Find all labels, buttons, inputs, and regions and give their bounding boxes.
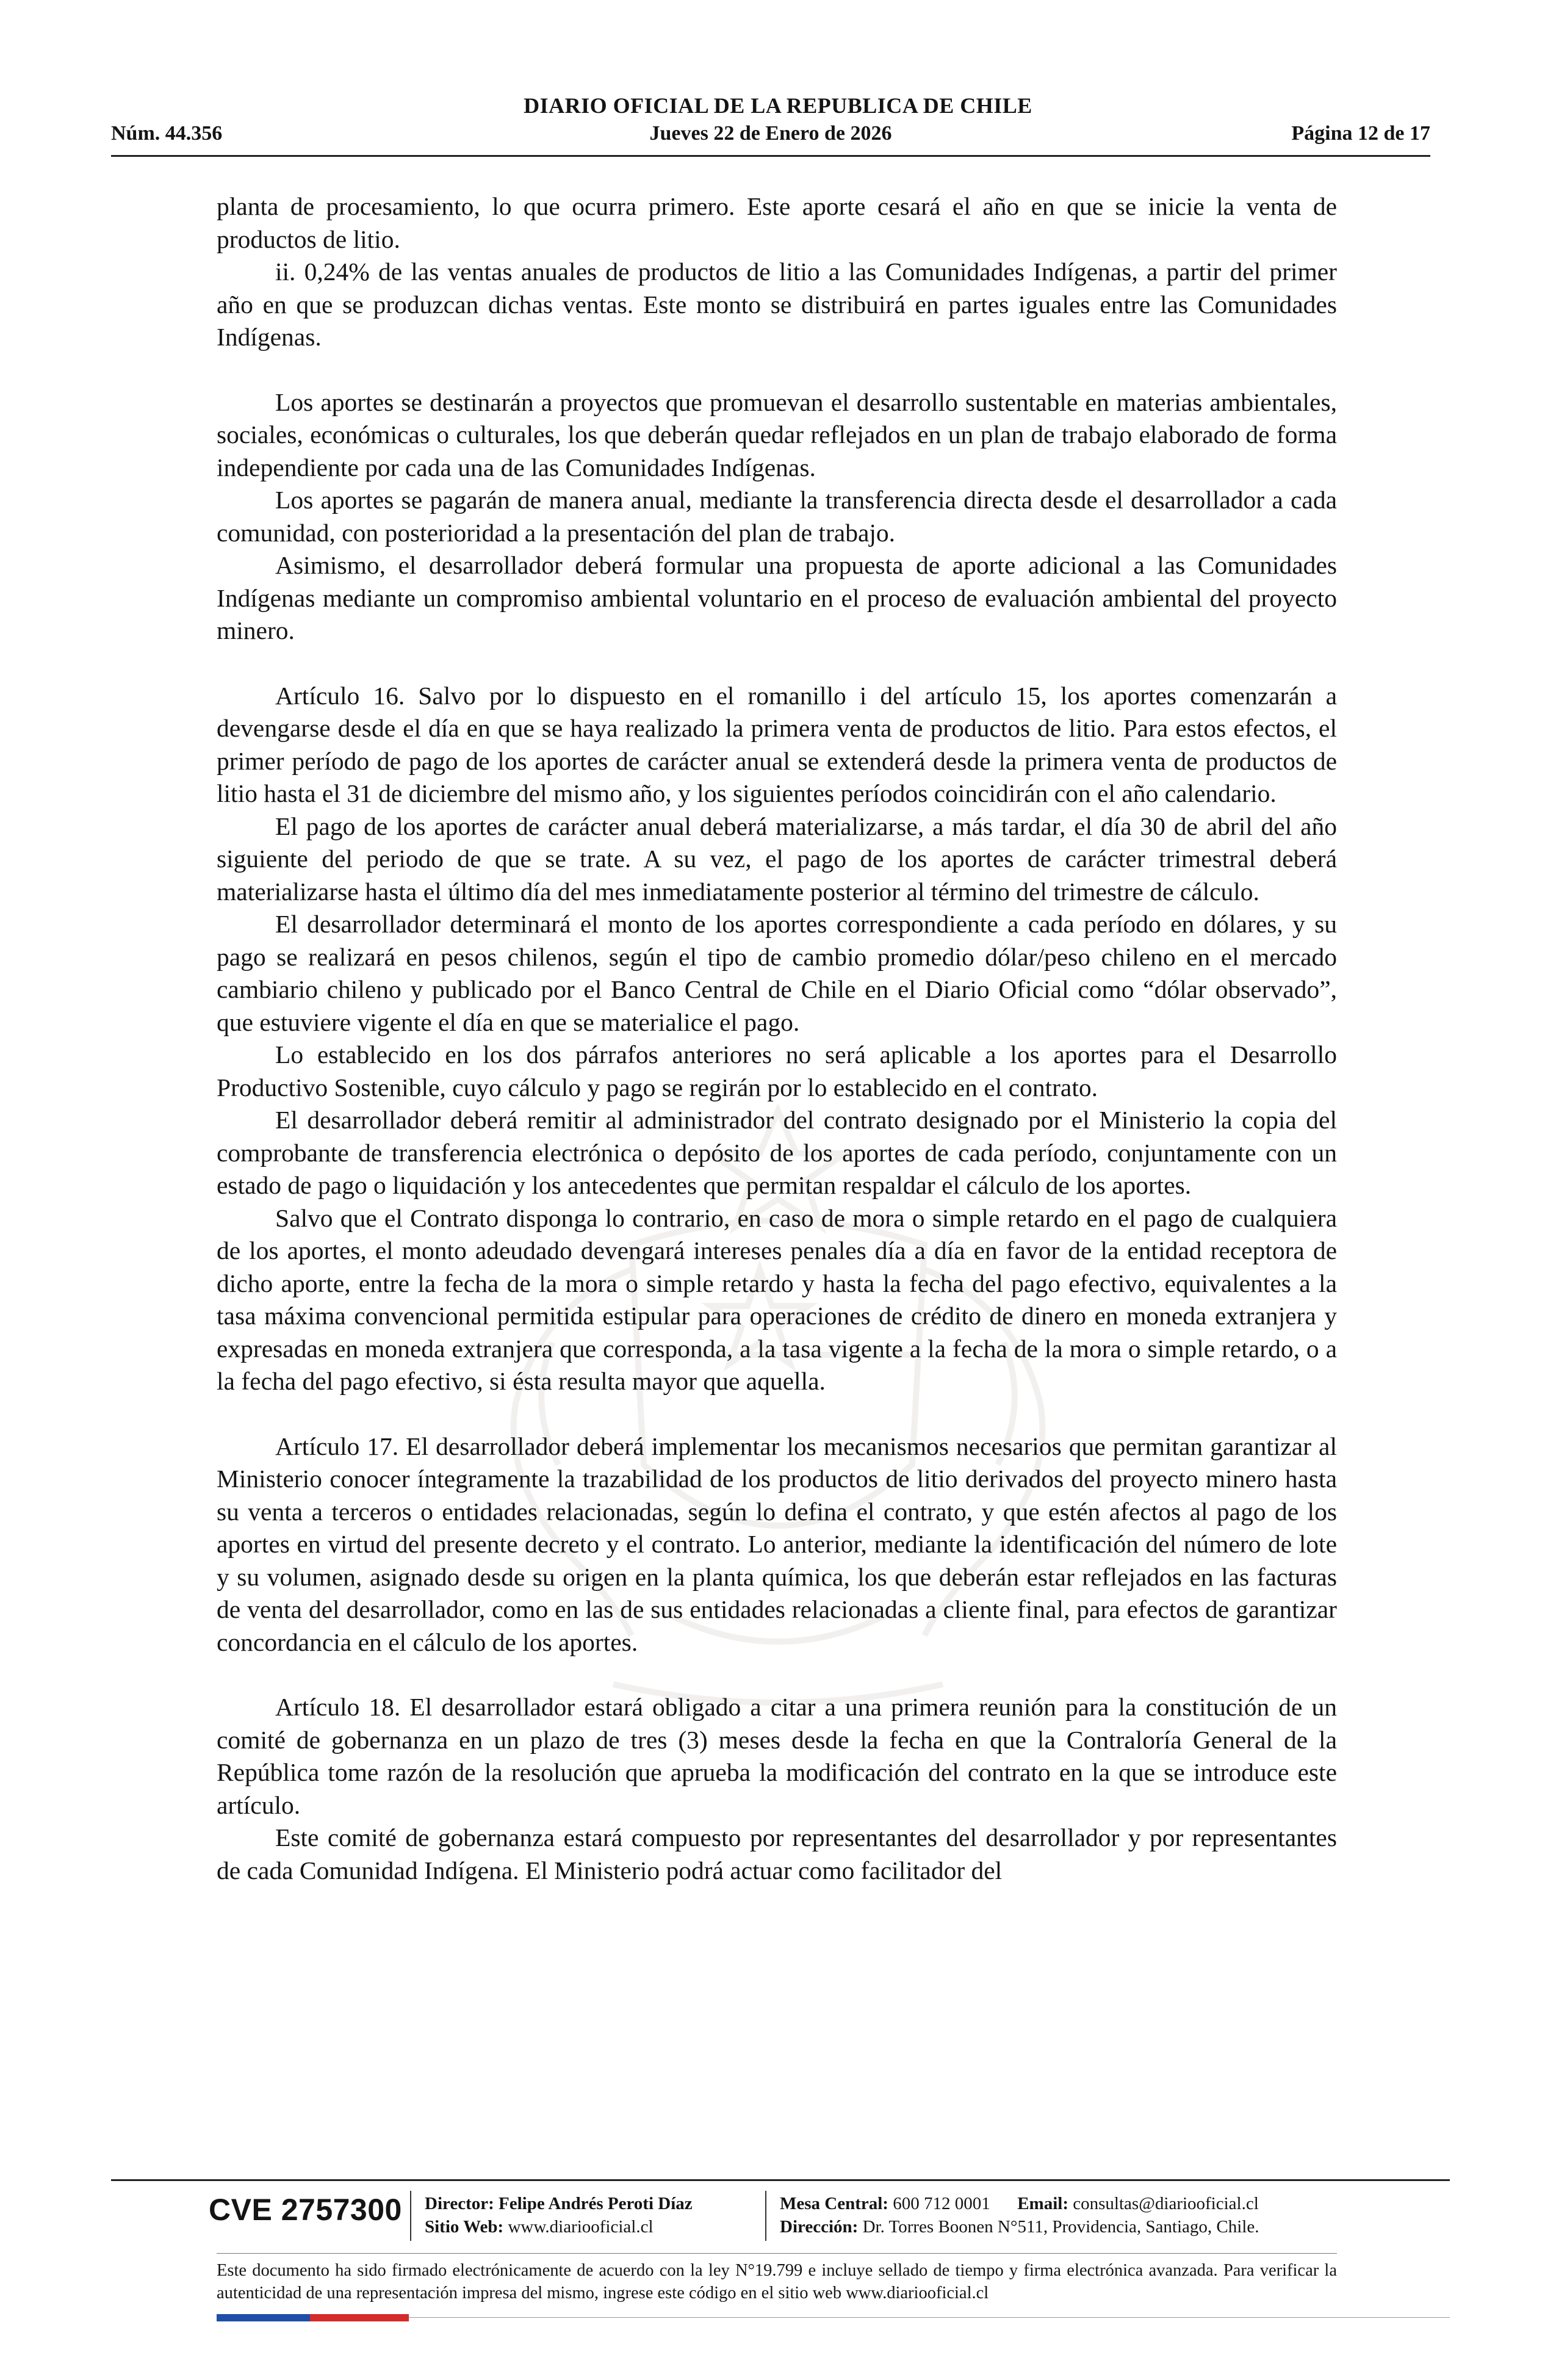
page-number: Página 12 de 17 [1291,122,1430,145]
paragraph: El pago de los aportes de carácter anual deberá materializarse, a más tardar, el día 30 de abril del año siguiente del periodo de que se trate. A su vez, el pago de los aportes de carácter trimestral deberá materializarse hasta el último día del mes inmediatamente posterior al término del trimestre de cálculo. [217,812,1337,906]
email-link[interactable]: consultas@diariooficial.cl [1073,2194,1259,2213]
flag-stripe-red [310,2314,409,2321]
document-body [217,190,1337,1887]
director-name: Director: Felipe Andrés Peroti Díaz [425,2194,693,2213]
paragraph: Asimismo, el desarrollador deberá formular una propuesta de aporte adicional a las Comunidades Indígenas mediante un compromiso ambiental voluntario en el proceso de evaluación ambiental del proyecto minero. [217,551,1337,644]
address-value: Dr. Torres Boonen N°511, Providencia, Santiago, Chile. [862,2217,1259,2237]
mesa-phone: 600 712 0001 [893,2194,990,2213]
article-17: Artículo 17. El desarrollador deberá implementar los mecanismos necesarios que permitan garantizar al Ministerio conocer íntegramente la trazabilidad de los productos de litio derivados del proyecto minero hasta su venta a terceros o entidades relacionadas, según lo defina el contrato, y que estén afectos al pago de los aportes en virtud del presente decreto y el contrato. Lo anterior, mediante la identificación del número de lote y su volumen, asignado desde su origen en la planta química, los que deberán estar reflejados en las facturas de venta del desarrollador, como en las de sus entidades relacionadas a cliente final, para efectos de garantizar concordancia en el cálculo de los aportes. [217,1432,1337,1656]
paragraph: Salvo que el Contrato disponga lo contrario, en caso de mora o simple retardo en el pago de cualquiera de los aportes, el monto adeudado devengará intereses penales día a día en favor de la entidad receptora de dicho aporte, entre la fecha de la mora o simple retardo y hasta la fecha del pago efectivo, equivalentes a la tasa máxima convencional permitida estipular para operaciones de crédito de dinero en moneda extranjera y expresadas en moneda extranjera que corresponda, a la tasa vigente a la fecha de la mora o simple retardo, o a la fecha del pago efectivo, si ésta resulta mayor que aquella. [217,1203,1337,1395]
article-16: Artículo 16. Salvo por lo dispuesto en el romanillo i del artículo 15, los aportes comenzarán a devengarse desde el día en que se haya realizado la primera venta de productos de litio. Para estos efectos, el primer período de pago de los aportes de carácter anual se extenderá desde la primera venta de productos de litio hasta el 31 de diciembre del mismo año, y los siguientes períodos coincidirán con el año calendario. [217,681,1337,807]
paragraph: Este comité de gobernanza estará compuesto por representantes del desarrollador y por representantes de cada Comunidad Indígena. El Ministerio podrá actuar como facilitador del [217,1823,1337,1884]
paragraph: El desarrollador deberá remitir al administrador del contrato designado por el Ministerio la copia del comprobante de transferencia electrónica o depósito de los aportes de cada período, conjuntamente con un estado de pago o liquidación y los antecedentes que permitan respaldar el cálculo de los aportes. [217,1106,1337,1199]
paragraph: planta de procesamiento, lo que ocurra primero. Este aporte cesará el año en que se inicie la venta de productos de litio. [217,192,1337,253]
footer-director-block [425,2192,693,2238]
footer-inner-divider [217,2253,1337,2254]
paragraph: Los aportes se destinarán a proyectos que promuevan el desarrollo sustentable en materias ambientales, sociales, económicas o culturales, los que deberán quedar reflejados en un plan de trabajo elaborado de forma independiente por cada una de las Comunidades Indígenas. [217,388,1337,481]
issue-number: Núm. 44.356 [111,122,223,145]
footer-contact-block [780,2192,1259,2238]
footer-separator [765,2191,766,2241]
legal-notice: Este documento ha sido firmado electrónicamente de acuerdo con la ley N°19.799 e incluye sellado de tiempo y firma electrónica avanzada. Para verificar la autenticidad de una representación impresa del mismo, ingrese este código en el sitio web www.diariooficial.cl [217,2261,1337,2302]
issue-date: Jueves 22 de Enero de 2026 [649,122,892,145]
cve-code: CVE 2757300 [209,2193,402,2227]
email-label: Email: [1017,2194,1068,2213]
footer-divider [111,2179,1450,2181]
site-link[interactable]: www.diariooficial.cl [508,2217,654,2237]
mesa-label: Mesa Central: [780,2194,888,2213]
footer-separator [410,2191,411,2241]
flag-stripe-blue [217,2314,310,2321]
site-label: Sitio Web: [425,2217,504,2237]
paragraph: Lo establecido en los dos párrafos anteriores no será aplicable a los aportes para el Desarrollo Productivo Sostenible, cuyo cálculo y pago se regirán por lo establecido en el contrato. [217,1040,1337,1102]
address-label: Dirección: [780,2217,859,2237]
article-18: Artículo 18. El desarrollador estará obligado a citar a una primera reunión para la constitución de un comité de gobernanza en un plazo de tres (3) meses desde la fecha en que la Contraloría General de la República tome razón de la resolución que aprueba la modificación del contrato en la que se introduce este artículo. [217,1693,1337,1819]
paragraph: Los aportes se pagarán de manera anual, mediante la transferencia directa desde el desarrollador a cada comunidad, con posterioridad a la presentación del plan de trabajo. [217,486,1337,547]
paragraph: El desarrollador determinará el monto de los aportes correspondiente a cada período en dólares, y su pago se realizará en pesos chilenos, según el tipo de cambio promedio dólar/peso chileno en el mercado cambiario chileno y publicado por el Banco Central de Chile en el Diario Oficial como “dólar observado”, que estuviere vigente el día en que se materialice el pago. [217,910,1337,1036]
paragraph: ii. 0,24% de las ventas anuales de productos de litio a las Comunidades Indígenas, a partir del primer año en que se produzcan dichas ventas. Este monto se distribuirá en partes iguales entre las Comunidades Indígenas. [217,258,1337,351]
header-row [111,122,1430,149]
header-divider [111,155,1430,157]
footer-bottom-divider [409,2317,1450,2318]
publication-title: DIARIO OFICIAL DE LA REPUBLICA DE CHILE [524,93,1032,118]
